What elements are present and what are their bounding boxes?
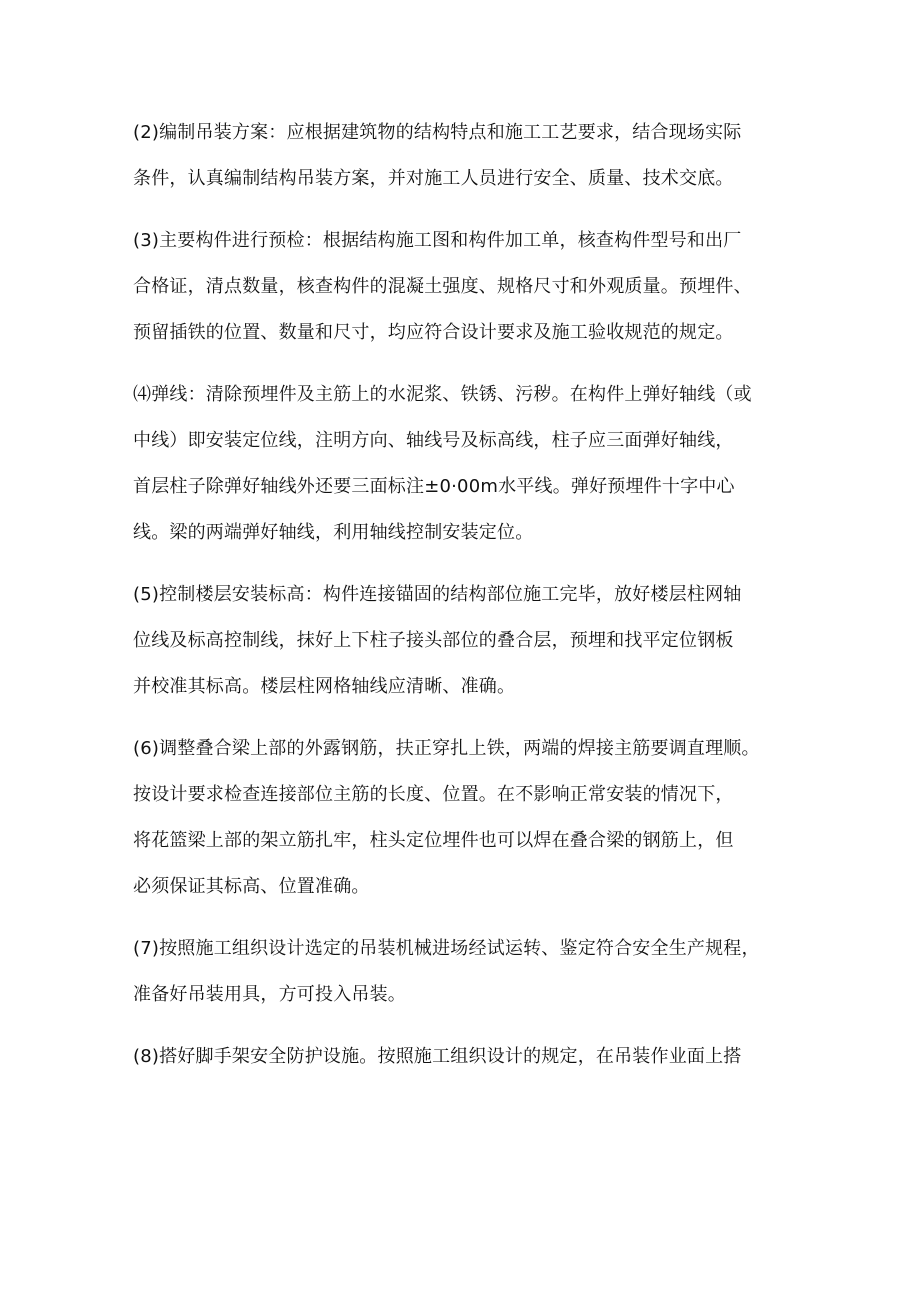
text-line: 准备好吊装用具，方可投入吊装。 — [133, 984, 406, 1005]
text-line: 并校准其标高。楼层柱网格轴线应清晰、准确。 — [133, 676, 516, 697]
paragraph-2-lifting-plan — [133, 110, 805, 202]
paragraph-7-lifting-machinery — [133, 926, 805, 1018]
document-body — [133, 110, 805, 1080]
text-line: 线。梁的两端弹好轴线，利用轴线控制安装定位。 — [133, 522, 534, 543]
text-line: ⑷弹线：清除预埋件及主筋上的水泥浆、铁锈、污秽。在构件上弹好轴线（或 — [133, 384, 752, 405]
text-line: 按设计要求检查连接部位主筋的长度、位置。在不影响正常安装的情况下， — [133, 784, 734, 805]
paragraph-8-scaffolding — [133, 1034, 805, 1080]
text-line: 预留插铁的位置、数量和尺寸，均应符合设计要求及施工验收规范的规定。 — [133, 322, 734, 343]
text-line: (7)按照施工组织设计选定的吊装机械进场经试运转、鉴定符合安全生产规程， — [133, 938, 760, 959]
text-line: (2)编制吊装方案：应根据建筑物的结构特点和施工工艺要求，结合现场实际 — [133, 122, 742, 143]
text-line: (5)控制楼层安装标高：构件连接锚固的结构部位施工完毕，放好楼层柱网轴 — [133, 584, 742, 605]
text-line: (3)主要构件进行预检：根据结构施工图和构件加工单，核查构件型号和出厂 — [133, 230, 742, 251]
paragraph-3-component-precheck — [133, 218, 805, 356]
text-line: 条件，认真编制结构吊装方案，并对施工人员进行安全、质量、技术交底。 — [133, 168, 734, 189]
paragraph-6-rebar-adjustment — [133, 726, 805, 910]
text-line: 合格证，清点数量，核查构件的混凝土强度、规格尺寸和外观质量。预埋件、 — [133, 276, 752, 297]
text-line: 位线及标高控制线，抹好上下柱子接头部位的叠合层，预埋和找平定位钢板 — [133, 630, 734, 651]
text-line: 中线）即安装定位线，注明方向、轴线号及标高线，柱子应三面弹好轴线， — [133, 430, 734, 451]
text-line: 必须保证其标高、位置准确。 — [133, 876, 370, 897]
text-line: (8)搭好脚手架安全防护设施。按照施工组织设计的规定，在吊装作业面上搭 — [133, 1046, 742, 1067]
text-line: (6)调整叠合梁上部的外露钢筋，扶正穿扎上铁，两端的焊接主筋要调直理顺。 — [133, 738, 760, 759]
paragraph-4-snapping-lines — [133, 372, 805, 556]
paragraph-5-floor-elevation — [133, 572, 805, 710]
text-line: 首层柱子除弹好轴线外还要三面标注±0·00m水平线。弹好预埋件十字中心 — [133, 476, 735, 497]
text-line: 将花篮梁上部的架立筋扎牢，柱头定位埋件也可以焊在叠合梁的钢筋上，但 — [133, 830, 734, 851]
